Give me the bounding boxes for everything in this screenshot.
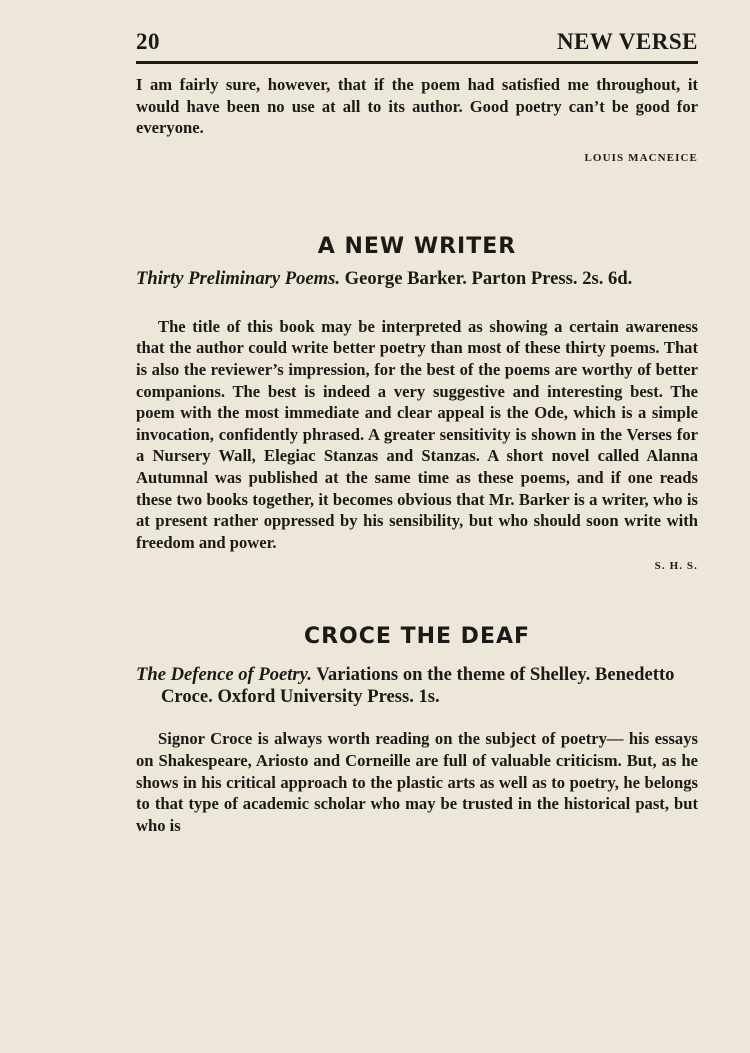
page <box>136 28 698 836</box>
journal-title: NEW VERSE <box>556 29 698 54</box>
book-details: George Barker. Parton Press. 2s. 6d. <box>344 267 633 289</box>
book-details: Variations on the theme of Shelley. Benedetto Croce. Oxford University Press. 1s. <box>161 664 675 708</box>
page-number: 20 <box>136 29 160 54</box>
continued-paragraph: I am fairly sure, however, that if the poem had satisfied me throughout, it would have been no use at all to its author. Good poetry can’t be good for everyone. <box>136 75 698 138</box>
book-citation-barker <box>136 268 698 290</box>
header-rule <box>136 61 698 64</box>
section-heading-croce: CROCE THE DEAF <box>303 624 531 650</box>
running-head <box>136 28 698 56</box>
review-body-barker: The title of this book may be interpreted as showing a certain awareness that the author could write better poetry than most of these thirty poems. That is also the reviewer’s impression, for the best of the poems are worthy of better companions. The best is indeed a very suggestive and interesting best. The poem with the most immediate and clear appeal is the Ode, which is a simple invocation, confidently phrased. A greater sensitivity is shown in the Verses for a Nursery Wall, Elegiac Stanzas and Stanzas. A short novel called Alanna Autumnal was published at the same time as these poems, and if one reads these two books together, it becomes obvious that Mr. Barker is a writer, who is at present rather oppressed by his sensibility, but who should soon write with freedom and power. <box>136 316 698 552</box>
book-citation-croce <box>136 664 698 708</box>
signature-shs: S. H. S. <box>654 560 698 573</box>
book-title: Thirty Preliminary Poems. <box>136 267 341 289</box>
section-heading-new-writer: A NEW WRITER <box>317 233 517 259</box>
signature-macneice: LOUIS MACNEICE <box>584 151 698 164</box>
review-body-croce: Signor Croce is always worth reading on the subject of poetry— his essays on Shakespeare, Ariosto and Corneille are full of valuable criticism. But, as he shows in his critical approach to the plastic arts as well as to poetry, he belongs to that type of academic scholar who may be trusted in the historical past, but who is <box>136 729 698 835</box>
book-title: The Defence of Poetry. <box>136 664 312 686</box>
